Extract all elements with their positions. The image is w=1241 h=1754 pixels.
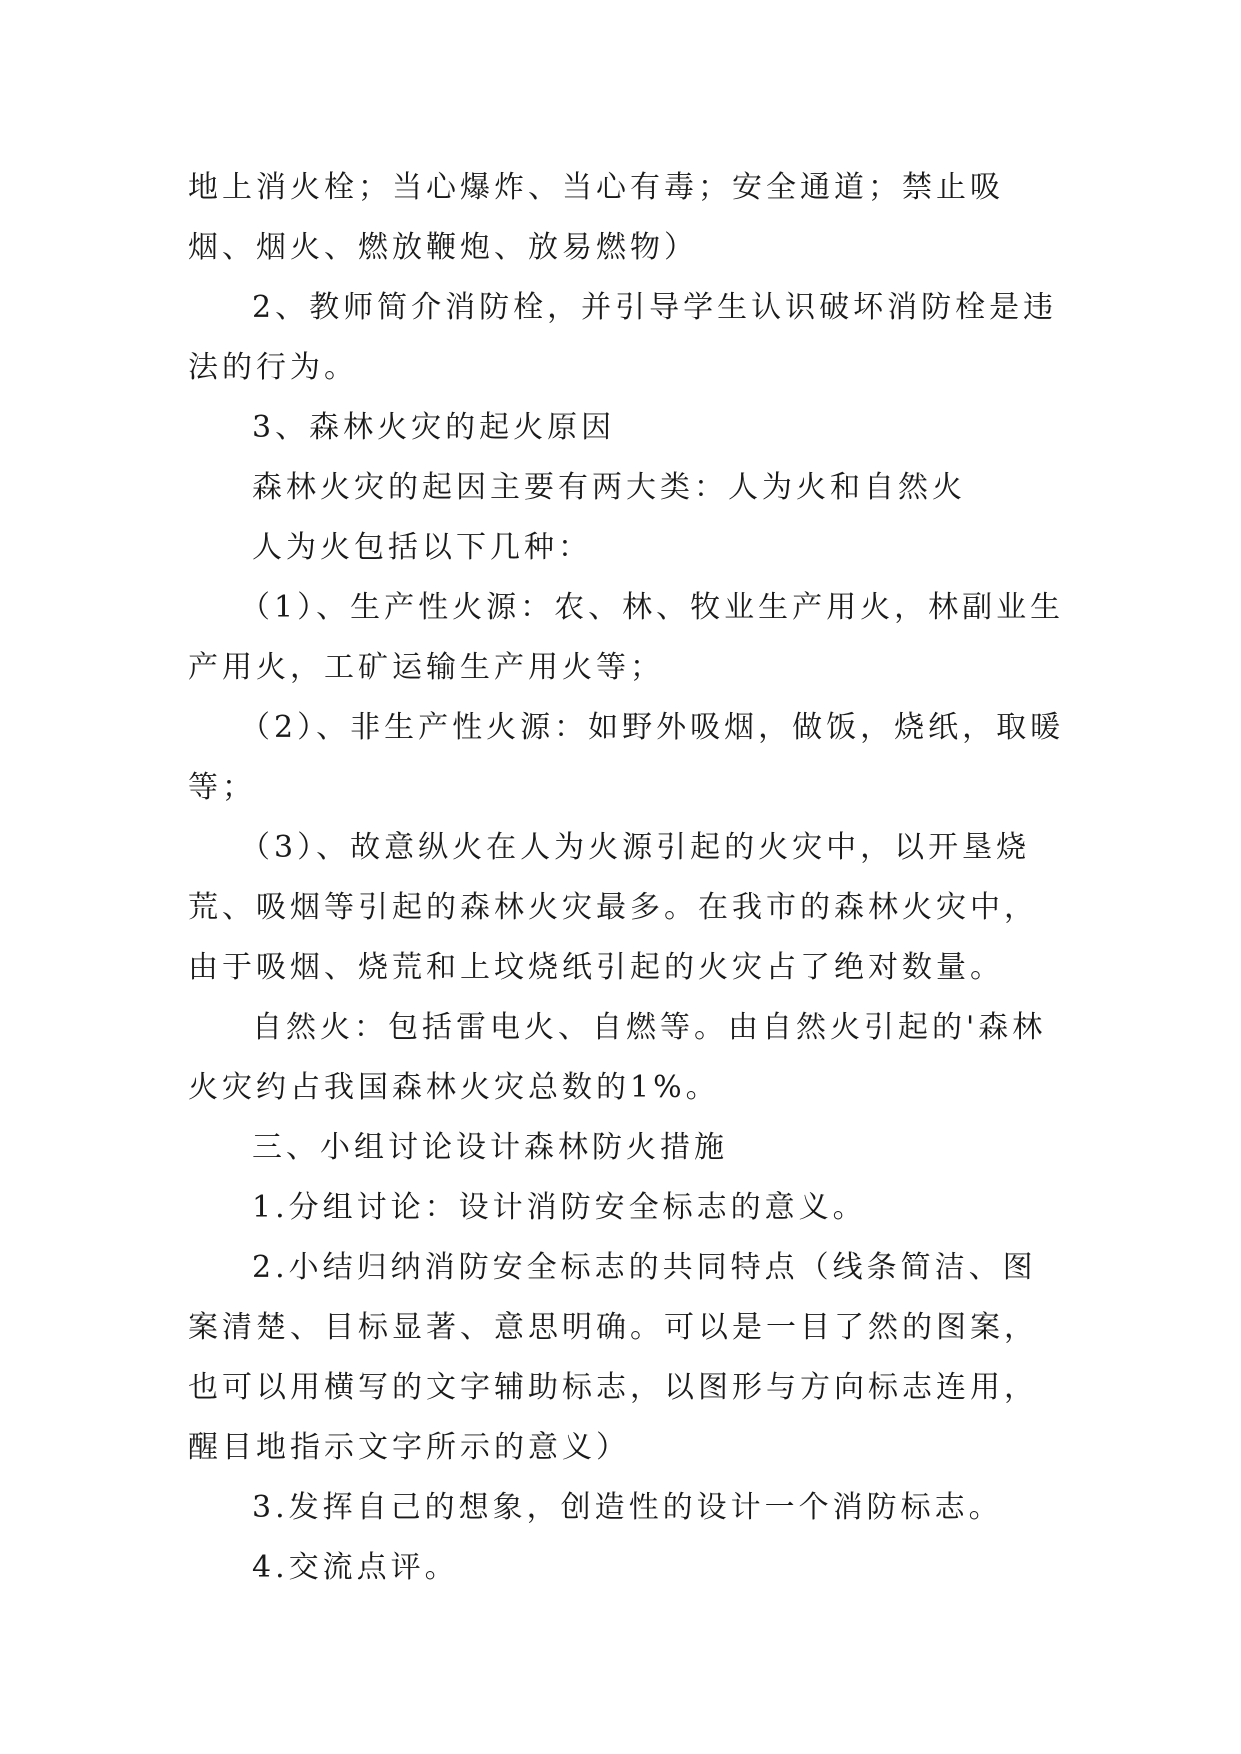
paragraph-two-categories: 森林火灾的起因主要有两大类：人为火和自然火 (252, 470, 966, 505)
paragraph-step-2: 2.小结归纳消防安全标志的共同特点（线条简洁、图案清楚、目标显著、意思明确。可以是一目了然的图案，也可以用横写的文字辅助标志，以图形与方向标志连用，醒目地指示文字所示的意义） (188, 1250, 1038, 1465)
paragraph-step-3: 3.发挥自己的想象，创造性的设计一个消防标志。 (252, 1490, 1003, 1525)
section-heading-group-discussion: 三、小组讨论设计森林防火措施 (252, 1130, 728, 1165)
paragraph-natural-fire: 自然火：包括雷电火、自燃等。由自然火引起的'森林火灾约占我国森林火灾总数的1%。 (188, 1010, 1047, 1105)
paragraph-human-fire-types: 人为火包括以下几种： (252, 530, 592, 565)
paragraph-productive-sources: （1）、生产性火源：农、林、牧业生产用火，林副业生产用火，工矿运输生产用火等； (188, 590, 1065, 685)
document-body (188, 158, 1068, 1598)
paragraph-nonproductive-sources: （2）、非生产性火源：如野外吸烟，做饭，烧纸，取暖等； (188, 710, 1065, 805)
paragraph-arson: （3）、故意纵火在人为火源引起的火灾中，以开垦烧荒、吸烟等引起的森林火灾最多。在我市的森林火灾中，由于吸烟、烧荒和上坟烧纸引起的火灾占了绝对数量。 (188, 830, 1038, 985)
paragraph-forest-fire-causes-heading: 3、森林火灾的起火原因 (252, 410, 616, 445)
paragraph-step-1: 1.分组讨论：设计消防安全标志的意义。 (252, 1190, 867, 1225)
paragraph-step-4: 4.交流点评。 (252, 1550, 459, 1585)
paragraph-fire-signs-continued: 地上消火栓；当心爆炸、当心有毒；安全通道；禁止吸烟、烟火、燃放鞭炮、放易燃物） (188, 170, 1004, 265)
paragraph-hydrant-intro: 2、教师简介消防栓，并引导学生认识破坏消防栓是违法的行为。 (188, 290, 1058, 385)
